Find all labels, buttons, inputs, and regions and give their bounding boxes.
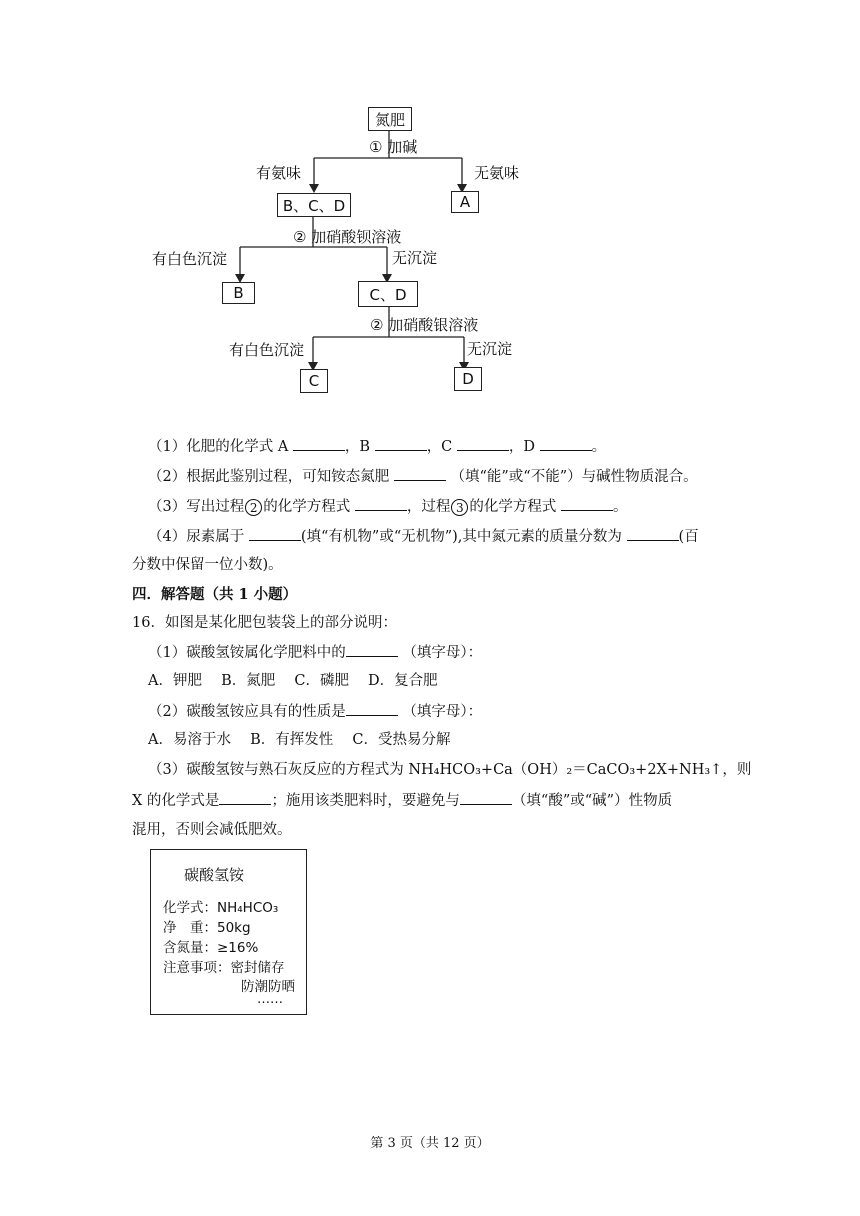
flow-box-cd: C、D	[358, 281, 418, 307]
q16-part3-end: 混用，否则会减低肥效。	[132, 822, 292, 838]
section-heading: 四．解答题（共 1 小题）	[132, 586, 298, 603]
q15-part1: （1）化肥的化学式 A ，B ，C ，D 。	[148, 436, 606, 457]
q16-part2: （2）碳酸氢铵应具有的性质是 （填字母）：	[148, 701, 482, 722]
flow-box-b: B	[222, 282, 255, 304]
answer-blank	[293, 436, 345, 451]
flow-box-d: D	[454, 367, 482, 391]
q16-part2-options: A．易溶于水 B．有挥发性 C．受热易分解	[148, 732, 451, 748]
q16-part1-options: A．钾肥 B．氮肥 C．磷肥 D．复合肥	[148, 673, 438, 689]
q16-title: 16．如图是某化肥包装袋上的部分说明：	[132, 615, 397, 631]
answer-blank	[219, 790, 271, 805]
answer-blank	[460, 790, 512, 805]
flow-label-precip-2: 有白色沉淀	[229, 341, 305, 359]
flow-box-c: C	[300, 369, 328, 393]
flow-label-ammonia: 有氨味	[256, 164, 302, 182]
flow-label-no-precip-2: 无沉淀	[467, 340, 513, 358]
q16-part3: （3）碳酸氢铵与熟石灰反应的方程式为 NH₄HCO₃+Ca（OH）₂＝CaCO₃+2X+NH₃↑，则	[148, 762, 752, 778]
label-notes-2: 防潮防晒	[241, 979, 295, 995]
page-footer: 第 3 页（共 12 页）	[370, 1136, 490, 1151]
label-ellipsis: ……	[257, 992, 283, 1007]
q15-part2: （2）根据此鉴别过程，可知铵态氮肥 （填“能”或“不能”）与碱性物质混合。	[148, 466, 698, 487]
q16-part3-cont: X 的化学式是 ；施用该类肥料时，要避免与 （填“酸”或“碱”）性物质	[132, 790, 672, 811]
answer-blank	[627, 526, 679, 541]
answer-blank	[457, 436, 509, 451]
label-weight: 净 重：50kg	[163, 920, 251, 936]
flow-step-2: ② 加硝酸钡溶液	[293, 228, 402, 246]
q15-part4-cont: 分数中保留一位小数)。	[132, 557, 283, 573]
answer-blank	[540, 436, 592, 451]
q16-part1: （1）碳酸氢铵属化学肥料中的 （填字母）：	[148, 642, 482, 663]
answer-blank	[346, 701, 398, 716]
label-formula: 化学式：NH₄HCO₃	[163, 900, 279, 916]
answer-blank	[561, 496, 613, 511]
label-title: 碳酸氢铵	[184, 866, 245, 884]
circled-number-2: 2	[245, 499, 262, 516]
label-nitrogen: 含氮量：≥16%	[163, 940, 259, 956]
flowchart-lines	[0, 0, 860, 400]
answer-blank	[355, 496, 407, 511]
label-notes: 注意事项：密封储存	[163, 960, 285, 976]
flow-label-precip-1: 有白色沉淀	[152, 250, 228, 268]
q15-part3: （3）写出过程 2 的化学方程式 ，过程 3 的化学方程式 。	[148, 496, 627, 517]
answer-blank	[346, 642, 398, 657]
answer-blank	[249, 526, 301, 541]
flow-box-root: 氮肥	[368, 107, 412, 131]
flow-box-a: A	[451, 191, 479, 213]
flow-step-3: ② 加硝酸银溶液	[370, 316, 479, 334]
q15-part4: （4）尿素属于 (填“有机物”或“无机物”),其中氮元素的质量分数为 (百	[148, 526, 699, 547]
circled-number-3: 3	[451, 499, 468, 516]
flow-label-no-ammonia: 无氨味	[474, 164, 520, 182]
fertilizer-label	[150, 849, 307, 1015]
answer-blank	[375, 436, 427, 451]
answer-blank	[394, 466, 446, 481]
flow-box-bcd: B、C、D	[277, 193, 351, 217]
flow-step-1: ① 加碱	[369, 138, 418, 156]
flow-label-no-precip-1: 无沉淀	[392, 249, 438, 267]
